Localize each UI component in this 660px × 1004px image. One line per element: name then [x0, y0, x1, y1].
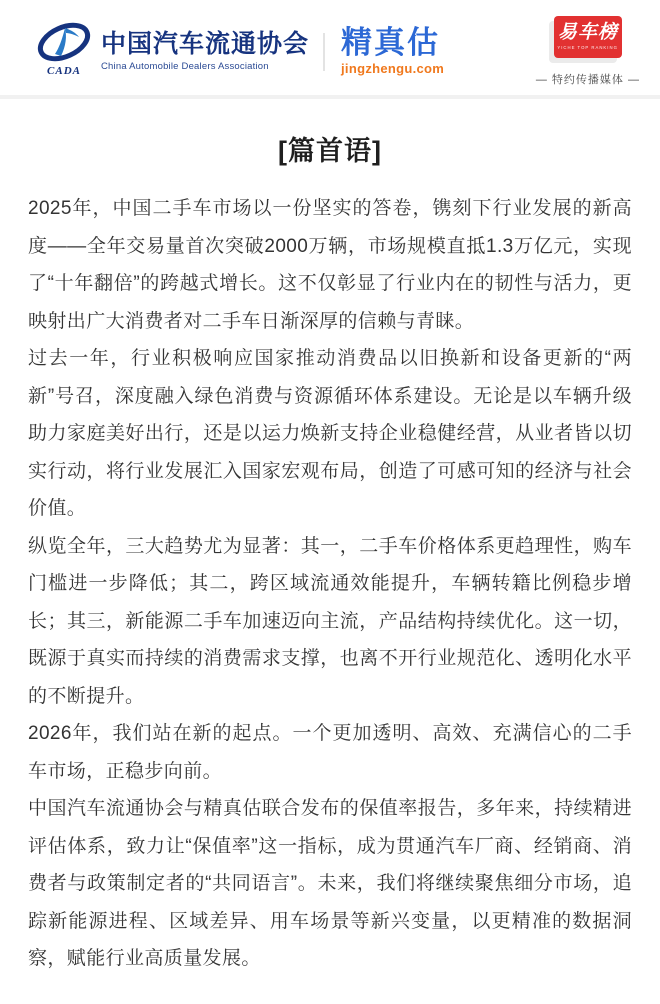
- cada-name-cn: 中国汽车流通协会: [101, 30, 310, 58]
- yiche-brand: [536, 16, 640, 87]
- jingzhengu-name: 精真估: [341, 24, 441, 60]
- paragraph-1: 2025年，中国二手车市场以一份坚实的答卷，镌刻下行业发展的新高度——全年交易量首次突破2000万辆，市场规模直抵1.3万亿元，实现了“十年翻倍”的跨越式增长。这不仅彰显了行业内在的韧性与活力，更映射出广大消费者对二手车日渐深厚的信赖与青睐。: [28, 198, 632, 332]
- paragraph-3: 纵览全年，三大趋势尤为显著：其一，二手车价格体系更趋理性，购车门槛进一步降低；其二，跨区域流通效能提升，车辆转籍比例稳步增长；其三，新能源二手车加速迈向主流，产品结构持续优化。这一切，既源于真实而持续的消费需求支撑，也离不开行业规范化、透明化水平的不断提升。: [28, 535, 632, 707]
- cada-name-block: [101, 31, 309, 73]
- yiche-badge: [554, 16, 622, 58]
- cada-acronym-label: CADA: [47, 64, 81, 77]
- cada-name-en: China Automobile Dealers Association: [101, 61, 269, 73]
- jingzhengu-brand: [341, 24, 445, 77]
- cada-logo-icon: [34, 20, 94, 84]
- article-body: [0, 129, 660, 1004]
- yiche-badge-label: 易车榜: [557, 22, 618, 43]
- header-vertical-divider: [323, 33, 325, 71]
- yiche-tagline: — 特约传播媒体 —: [535, 74, 640, 86]
- paragraph-2: 过去一年，行业积极响应国家推动消费品以旧换新和设备更新的“两新”号召，深度融入绿色消费与资源循环体系建设。无论是以车辆升级助力家庭美好出行，还是以运力焕新支持企业稳健经营，从业者皆以切实行动，将行业发展汇入国家宏观布局，创造了可感可知的经济与社会价值。: [28, 348, 632, 519]
- page-header: [0, 0, 660, 99]
- paragraph-4: 2026年，我们站在新的起点。一个更加透明、高效、充满信心的二手车市场，正稳步向前。: [28, 723, 632, 782]
- page-title: [篇首语]: [278, 136, 382, 166]
- paragraph-5: 中国汽车流通协会与精真估联合发布的保值率报告，多年来，持续精进评估体系，致力让“保值率”这一指标，成为贯通汽车厂商、经销商、消费者与政策制定者的“共同语言”。未来，我们将继续聚焦细分市场，追踪新能源进程、区域差异、用车场景等新兴变量，以更精准的数据洞察，赋能行业高质量发展。: [28, 798, 632, 969]
- jingzhengu-domain: jingzhengu.com: [341, 61, 445, 77]
- yiche-badge-subtext: YICHE TOP RANKING: [557, 45, 619, 51]
- cada-brand: [34, 20, 309, 84]
